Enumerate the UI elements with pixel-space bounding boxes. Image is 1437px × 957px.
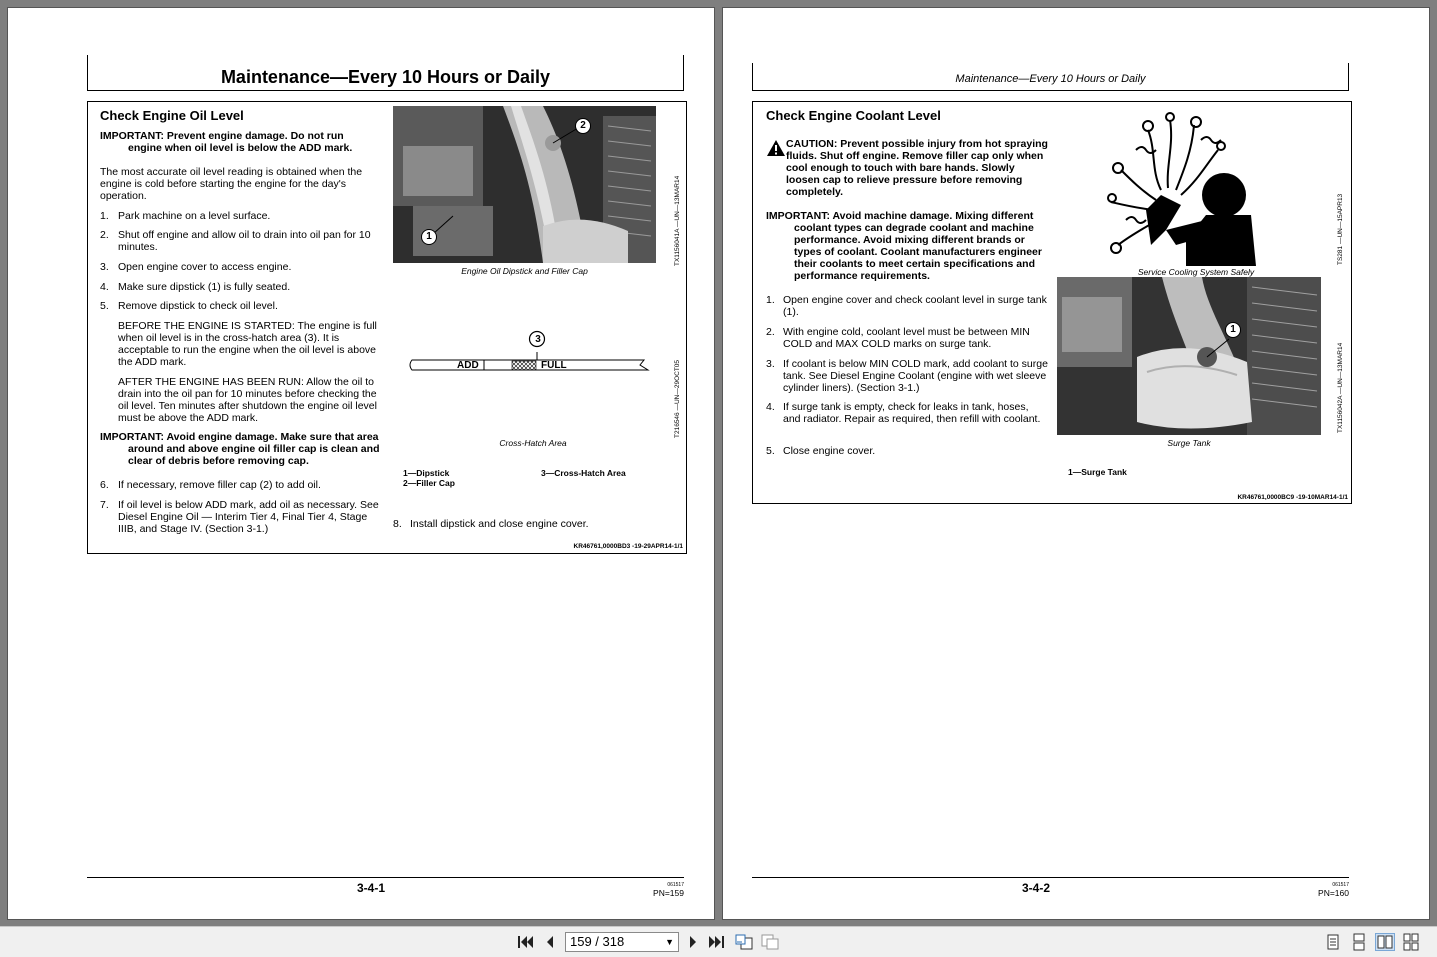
step-number: 3. — [100, 261, 109, 273]
dipstick-full-label: FULL — [541, 360, 567, 371]
step-text: Remove dipstick to check oil level. — [118, 300, 278, 312]
hot-fluid-spray-warning-icon — [1106, 110, 1266, 266]
step-number: 7. — [100, 499, 109, 511]
two-page-continuous-view-icon[interactable] — [1401, 933, 1421, 951]
step-text: Shut off engine and allow oil to drain into oil pan for 10 minutes. — [118, 229, 371, 253]
before-start-paragraph: BEFORE THE ENGINE IS STARTED: The engine is full when oil level is in the cross-hatch area (3). It is acceptable to run the engine when the oil level is above the ADD mark. — [118, 320, 377, 368]
section-title: Check Engine Coolant Level — [766, 108, 941, 123]
step-text: Park machine on a level surface. — [118, 210, 271, 222]
figure-caption: Cross-Hatch Area — [499, 438, 567, 448]
previous-page-icon[interactable] — [540, 933, 560, 951]
step-number: 4. — [100, 281, 109, 293]
publication-date: 061517 — [667, 882, 684, 888]
step-number: 1. — [100, 210, 109, 222]
viewer-toolbar — [0, 926, 1437, 957]
go-back-view-icon[interactable] — [734, 933, 754, 951]
footer-rule — [752, 877, 1349, 878]
step-number: 5. — [766, 445, 775, 457]
caution-note: CAUTION: Prevent possible injury from hot spraying fluids. Shut off engine. Remove filler cap only when cool enough to touch with bare hands. Slowly loosen cap to relieve pressure before removing completely. — [786, 138, 1048, 198]
figure-id: TS281 —UN—15APR13 — [1337, 193, 1344, 265]
step-text: If necessary, remove filler cap (2) to add oil. — [118, 479, 321, 491]
running-title: Maintenance—Every 10 Hours or Daily — [955, 73, 1146, 85]
chevron-down-icon: ▼ — [665, 937, 674, 947]
surge-tank-photo — [1057, 277, 1321, 435]
step-number: 8. — [393, 518, 402, 530]
step-number: 2. — [100, 229, 109, 241]
legend-item: 2—Filler Cap — [403, 478, 455, 488]
next-page-icon[interactable] — [683, 933, 703, 951]
left-page — [7, 7, 715, 920]
step-number: 2. — [766, 326, 775, 338]
first-page-icon[interactable] — [515, 933, 535, 951]
legend-item: 1—Surge Tank — [1068, 467, 1127, 477]
page-number-select[interactable] — [565, 932, 679, 952]
two-page-view-icon[interactable] — [1375, 933, 1395, 951]
intro-paragraph: The most accurate oil level reading is obtained when the engine is cold before starting the engine for the day's operation. — [100, 166, 363, 202]
dipstick-add-label: ADD — [457, 360, 479, 371]
page-number: 3-4-1 — [357, 881, 386, 895]
figure-id: T216546 —UN—29OCT05 — [674, 359, 681, 438]
step-text: If oil level is below ADD mark, add oil as necessary. See Diesel Engine Oil — Interim Tier 4, Final Tier 4, Stage IIIB, and Stage IV. (Section 3-1.) — [118, 499, 379, 535]
page-number: 3-4-2 — [1022, 881, 1051, 895]
step-text: Open engine cover and check coolant level in surge tank (1). — [783, 294, 1047, 318]
single-page-view-icon[interactable] — [1323, 933, 1343, 951]
callout-1: 1 — [1225, 322, 1241, 338]
step-text: Open engine cover to access engine. — [118, 261, 292, 273]
reference-code: KR46761,0000BD3 -19-29APR14-1/1 — [573, 543, 683, 550]
publication-date: 061517 — [1332, 882, 1349, 888]
figure-caption: Engine Oil Dipstick and Filler Cap — [461, 266, 588, 276]
important-note: IMPORTANT: Prevent engine damage. Do not run engine when oil level is below the ADD mark. — [100, 130, 353, 154]
page-title: Maintenance—Every 10 Hours or Daily — [220, 67, 551, 87]
pn-number: PN=159 — [653, 888, 684, 898]
page-indicator: 159 / 318 — [570, 934, 625, 949]
section-title: Check Engine Oil Level — [100, 108, 244, 123]
figure-caption: Surge Tank — [1167, 438, 1211, 448]
step-text: Make sure dipstick (1) is fully seated. — [118, 281, 291, 293]
important-note: IMPORTANT: Avoid machine damage. Mixing different coolant types can degrade coolant and machine performance. Avoid mixing different brands or types of coolant. Coolant manufacturers engineer their coolants to meet certain specifications and performance requirements. — [766, 210, 1042, 282]
step-number: 1. — [766, 294, 775, 306]
callout-3: 3 — [535, 334, 541, 345]
step-text: Install dipstick and close engine cover. — [410, 518, 589, 530]
caution-triangle-icon — [766, 139, 786, 157]
legend-item: 1—Dipstick — [403, 468, 450, 478]
legend-item: 3—Cross-Hatch Area — [541, 468, 626, 478]
reference-code: KR46761,0000BC9 -19-10MAR14-1/1 — [1237, 494, 1348, 501]
important-note: IMPORTANT: Avoid engine damage. Make sure that area around and above engine oil filler cap is clean and clear of debris before removing cap. — [100, 431, 380, 467]
after-run-paragraph: AFTER THE ENGINE HAS BEEN RUN: Allow the oil to drain into the oil pan for 10 minutes before checking the oil level. Ten minutes after shutdown the engine oil level must be above the ADD mark. — [118, 376, 377, 424]
step-number: 4. — [766, 401, 775, 413]
right-page — [722, 7, 1430, 920]
continuous-view-icon[interactable] — [1349, 933, 1369, 951]
go-forward-view-icon[interactable] — [760, 933, 780, 951]
footer-rule — [87, 877, 684, 878]
step-text: If coolant is below MIN COLD mark, add coolant to surge tank. See Diesel Engine Coolant (engine with wet sleeve cylinder liners). (Section 3-1.) — [783, 358, 1048, 394]
engine-dipstick-photo — [393, 106, 656, 263]
step-number: 5. — [100, 300, 109, 312]
pn-number: PN=160 — [1318, 888, 1349, 898]
step-text: With engine cold, coolant level must be between MIN COLD and MAX COLD marks on surge tank. — [783, 326, 1030, 350]
step-text: Close engine cover. — [783, 445, 876, 457]
step-number: 3. — [766, 358, 775, 370]
figure-id: TX1156042A —UN—13MAR14 — [1337, 342, 1344, 433]
figure-caption: Service Cooling System Safely — [1137, 267, 1255, 277]
step-number: 6. — [100, 479, 109, 491]
figure-id: TX1156041A —UN—13MAR14 — [674, 175, 681, 266]
callout-1: 1 — [421, 229, 437, 245]
step-text: If surge tank is empty, check for leaks in tank, hoses, and radiator. Repair as required, then refill with coolant. — [783, 401, 1041, 425]
callout-2: 2 — [575, 118, 591, 134]
last-page-icon[interactable] — [707, 933, 727, 951]
